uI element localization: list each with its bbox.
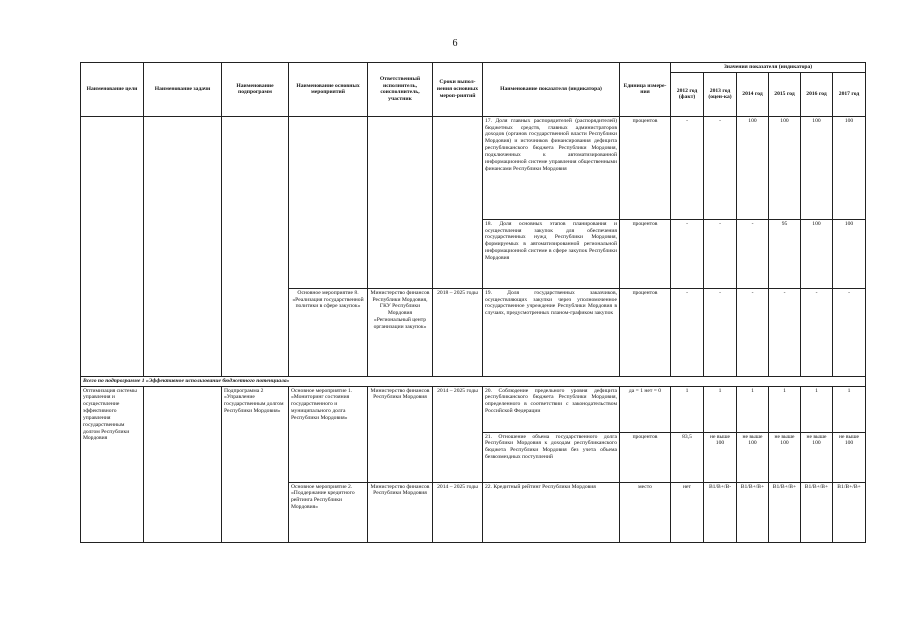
header-executor: Ответственный исполнитель, соисполнитель, участник xyxy=(368,63,433,117)
cell-subprogram-empty xyxy=(222,116,289,376)
value-cell: - xyxy=(737,219,769,288)
terms-cell: 2014 – 2025 годы xyxy=(433,482,483,542)
unit-cell: да = 1 нет = 0 xyxy=(620,386,671,432)
unit-cell: процентов xyxy=(620,432,671,482)
activity-cell: Основное мероприятие 8. «Реализация государственной политики в сфере закупок» xyxy=(289,288,368,376)
value-cell: 100 xyxy=(801,116,833,219)
unit-cell: процентов xyxy=(620,219,671,288)
value-cell: нет xyxy=(671,482,704,542)
value-cell: B1/B+/B+ xyxy=(833,482,866,542)
value-cell: не выше 100 xyxy=(801,432,833,482)
terms-cell: 2014 – 2025 годы xyxy=(433,386,483,482)
value-cell: 95 xyxy=(769,219,801,288)
value-cell: 100 xyxy=(833,219,866,288)
indicator-cell: 17. Доля главных распорядителей (распорядителей) бюджетных средств, главных администраторов доходов (органов государственной власти Республики Мордовия) и источников финансирования дефицита республиканского бюджета Республики Мордовия, подключенных к автоматизированной информационной системе управления общественными финансами Республики Мордовия xyxy=(483,116,620,219)
value-cell: - xyxy=(671,219,704,288)
indicator-cell: 20. Соблюдение предельного уровня дефицита республиканского бюджета Республики Мордовия, определенного в соответствии с законодательством Российской Федерации xyxy=(483,386,620,432)
header-year: 2013 год (оцен-ка) xyxy=(704,72,737,116)
header-year: 2015 год xyxy=(769,72,801,116)
value-cell: - xyxy=(704,219,737,288)
value-cell: 1 xyxy=(833,386,866,432)
value-cell: - xyxy=(833,288,866,376)
activity-cell: Основное мероприятие 1. «Мониторинг состояния государственного и муниципального долга Республики Мордовия» xyxy=(289,386,368,482)
indicator-cell: 22. Кредитный рейтинг Республики Мордовия xyxy=(483,482,620,542)
executor-cell: Министерство финансов Республики Мордовия xyxy=(368,482,433,542)
header-unit: Единица измере-ния xyxy=(620,63,671,117)
value-cell: B1/B+/B+ xyxy=(769,482,801,542)
value-cell: B1/B+/B+ xyxy=(737,482,769,542)
value-cell: - xyxy=(704,116,737,219)
value-cell: 1 xyxy=(769,386,801,432)
value-cell: - xyxy=(801,288,833,376)
header-task: Наименование задачи xyxy=(144,63,222,117)
indicator-cell: 18. Доля основных этапов планирования и осуществления закупок для обеспечения государственных нужд Республики Мордовия, формируемых в автоматизированной региональной информационной системе в сфере закупок Республики Мордовия xyxy=(483,219,620,288)
unit-cell: процентов xyxy=(620,116,671,219)
executor-cell: Министерство финансов Республики Мордовия, ГКУ Республики Мордовия «Региональный центр организации закупок» xyxy=(368,288,433,376)
task-cell-empty xyxy=(144,386,222,542)
indicator-cell: 19. Доля государственных заказчиков, осуществляющих закупки через уполномоченное государственное учреждение Республики Мордовия в случаях, предусмотренных планом-графиком закупок xyxy=(483,288,620,376)
value-cell: B1/B+/B+ xyxy=(801,482,833,542)
indicator-cell: 21. Отношение объема государственного долга Республики Мордовия к доходам республиканского бюджета Республики Мордовия без учета объема безвозмездных поступлений xyxy=(483,432,620,482)
header-year: 2014 год xyxy=(737,72,769,116)
value-cell: - xyxy=(704,288,737,376)
value-cell: 100 xyxy=(801,219,833,288)
header-goal: Наименование цели xyxy=(81,63,144,117)
subtotal-cell: Всего по подпрограмме 1 «Эффективное использование бюджетного потенциала» xyxy=(81,376,866,386)
header-year: 2017 год xyxy=(833,72,866,116)
value-cell: 1 xyxy=(801,386,833,432)
value-cell: 100 xyxy=(737,116,769,219)
activity-cell: Основное мероприятие 2. «Поддержание кредитного рейтинга Республики Мордовия» xyxy=(289,482,368,542)
header-indicator: Наименование показателя (индикатора) xyxy=(483,63,620,117)
value-cell: не выше 100 xyxy=(769,432,801,482)
value-cell: - xyxy=(671,288,704,376)
value-cell: - xyxy=(769,288,801,376)
value-cell: B1/B+/B- xyxy=(704,482,737,542)
value-cell: не выше 100 xyxy=(704,432,737,482)
executor-cell: Министерство финансов Республики Мордовия xyxy=(368,386,433,482)
terms-cell: 2018 – 2025 годы xyxy=(433,288,483,376)
value-cell: - xyxy=(671,116,704,219)
cell-executor-empty xyxy=(368,116,433,288)
page-number: 6 xyxy=(452,38,458,49)
cell-terms-empty xyxy=(433,116,483,288)
header-year: 2016 год xyxy=(801,72,833,116)
header-terms: Сроки выпол-нения основных мероп-риятий xyxy=(433,63,483,117)
value-cell: - xyxy=(737,288,769,376)
unit-cell: процентов xyxy=(620,288,671,376)
subprogram-cell: Подпрограмма 2 «Управление государственным долгом Республики Мордовия» xyxy=(222,386,289,542)
header-values-group: Значения показателя (индикатора) xyxy=(671,63,866,73)
goal-cell: Оптимизация системы управления и осуществление эффективного управления государственным долгом Республики Мордовия xyxy=(81,386,144,542)
cell-task-empty xyxy=(144,116,222,376)
value-cell: 1 xyxy=(737,386,769,432)
cell-activity-empty xyxy=(289,116,368,288)
cell-goal-empty xyxy=(81,116,144,376)
value-cell: 1 xyxy=(704,386,737,432)
subtotal-row xyxy=(81,376,866,386)
unit-cell: место xyxy=(620,482,671,542)
header-activities: Наименование основных мероприятий xyxy=(289,63,368,117)
value-cell: не выше 100 xyxy=(833,432,866,482)
value-cell: 83,5 xyxy=(671,432,704,482)
header-subprogram: Наименование подпрограмм xyxy=(222,63,289,117)
value-cell: не выше 100 xyxy=(737,432,769,482)
table-row xyxy=(81,116,866,219)
value-cell: 1 xyxy=(671,386,704,432)
value-cell: 100 xyxy=(833,116,866,219)
header-year: 2012 год (факт) xyxy=(671,72,704,116)
value-cell: 100 xyxy=(769,116,801,219)
table-row xyxy=(81,386,866,432)
indicators-table xyxy=(80,62,866,543)
